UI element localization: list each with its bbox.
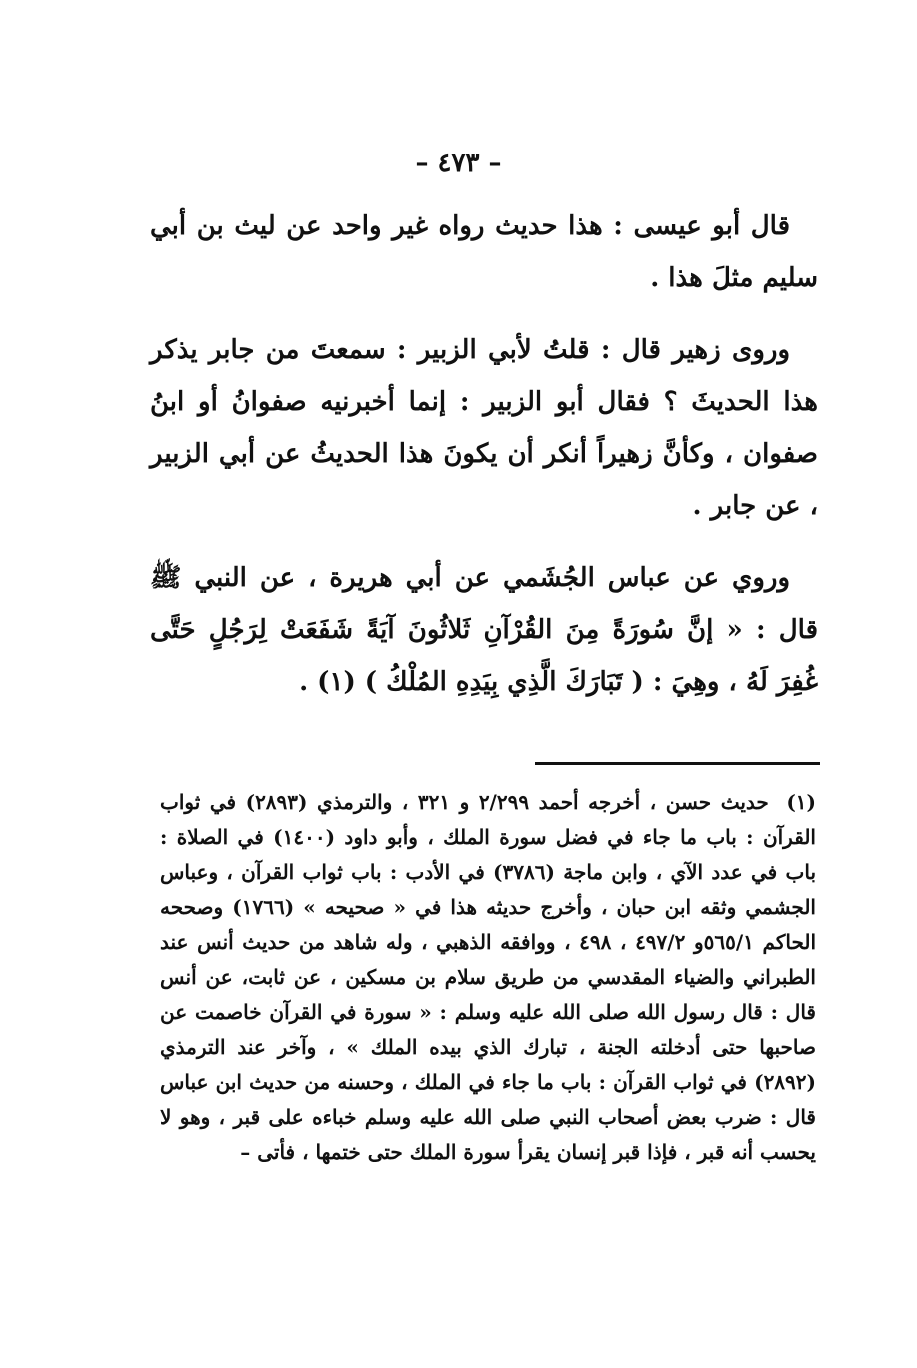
paragraph-3: وروي عن عباس الجُشَمي عن أبي هريرة ، عن النبي ﷺ قال : « إنَّ سُورَةً مِنَ القُرْآنِ ثَلاثُونَ آيَةً شَفَعَتْ لِرَجُلٍ حَتَّى غُفِرَ لَهُ ، وهِيَ : ( تَبَارَكَ الَّذِي بِيَدِهِ المُلْكُ ) (١) . xyxy=(150,563,818,697)
footnote-text: حديث حسن ، أخرجه أحمد ٢/٢٩٩ و ٣٢١ ، والترمذي (٢٨٩٣) في ثواب القرآن : باب ما جاء في فضل سورة الملك ، وأبو داود (١٤٠٠) في الصلاة : باب في عدد الآي ، وابن ماجة (٣٧٨٦) في الأدب : باب ثواب القرآن ، وعباس الجشمي وثقه ابن حبان ، وأخرج حديثه هذا في « صحيحه » (١٧٦٦) وصححه الحاكم ٥٦٥/١و ٤٩٧/٢ ، ٤٩٨ ، ووافقه الذهبي ، وله شاهد من حديث أنس عند الطبراني والضياء المقدسي من طريق سلام بن مسكين ، عن ثابت، عن أنس قال : قال رسول الله صلى الله عليه وسلم : « سورة في القرآن خاصمت عن صاحبها حتى أدخلته الجنة ، تبارك الذي بيده الملك » ، وآخر عند الترمذي (٢٨٩٢) في ثواب القرآن : باب ما جاء في الملك ، وحسنه من حديث ابن عباس قال : ضرب بعض أصحاب النبي صلى الله عليه وسلم خباءه على قبر ، وهو لا يحسب أنه قبر ، فإذا قبر إنسان يقرأ سورة الملك حتى ختمها ، فأتى – xyxy=(160,790,817,1164)
footnotes xyxy=(160,785,816,1170)
main-text xyxy=(150,200,818,728)
footnote-1 xyxy=(160,785,816,1170)
footnote-separator xyxy=(535,762,820,765)
paragraph-2: وروى زهير قال : قلتُ لأبي الزبير : سمعتَ من جابر يذكر هذا الحديثَ ؟ فقال أبو الزبير : إنما أخبرنيه صفوانُ أو ابنُ صفوان ، وكأنَّ زهيراً أنكر أن يكونَ هذا الحديثُ عن أبي الزبير ، عن جابر . xyxy=(150,335,818,521)
page-number: – ٤٧٣ – xyxy=(415,148,502,178)
paragraph-1: قال أبو عيسى : هذا حديث رواه غير واحد عن ليث بن أبي سليم مثلَ هذا . xyxy=(150,211,818,293)
footnote-marker: (١) xyxy=(786,790,816,814)
